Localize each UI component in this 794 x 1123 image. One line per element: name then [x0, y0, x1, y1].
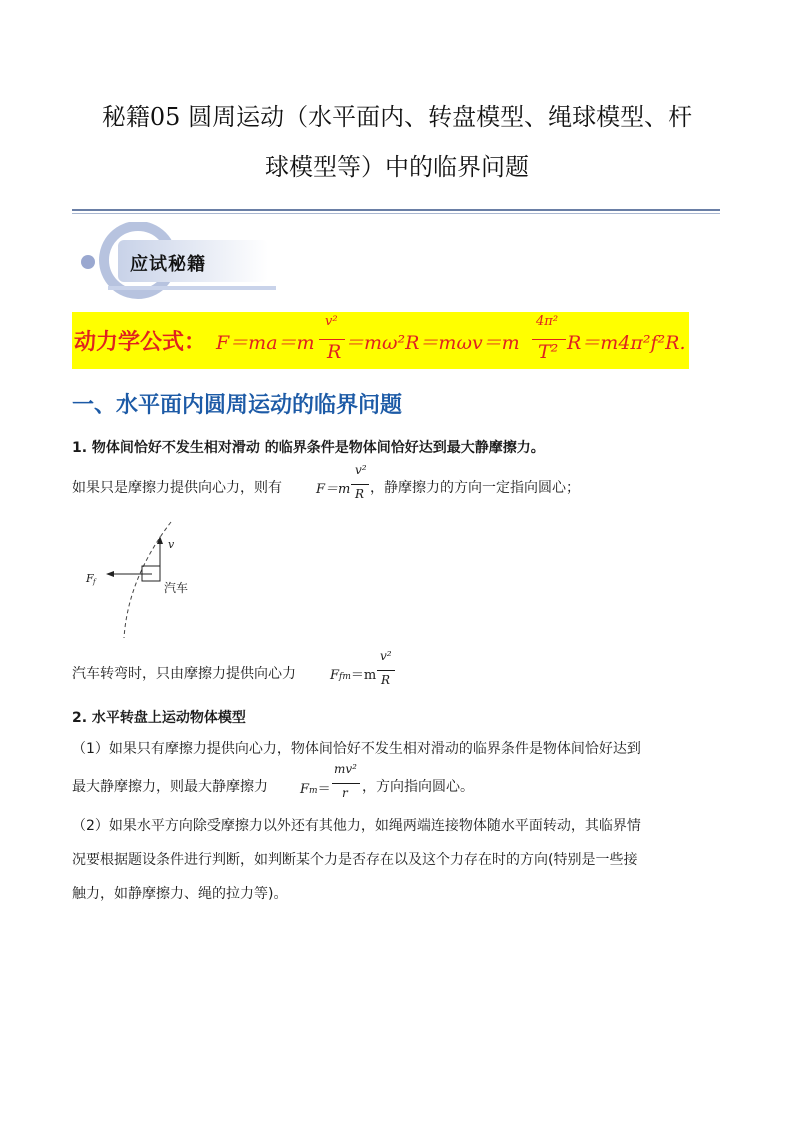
- item2-p2-line3: 触力，如静摩擦力、绳的拉力等)。: [72, 886, 288, 902]
- title-divider-thin: [72, 213, 720, 214]
- item2-p1-line2a: 最大静摩擦力，则最大静摩擦力: [72, 779, 268, 795]
- item2-p1-line1: （1）如果只有摩擦力提供向心力，物体间恰好不发生相对滑动的临界条件是物体间恰好达到: [72, 741, 641, 757]
- car-formula-num: v²: [380, 649, 392, 663]
- page-title: [60, 92, 734, 192]
- car-text: 汽车转弯时，只由摩擦力提供向心力: [72, 666, 296, 682]
- formula-frac1-bar: [319, 339, 345, 340]
- friction-sub-label: f: [93, 578, 96, 586]
- section-heading: 一、水平面内圆周运动的临界问题: [72, 393, 403, 418]
- item2-p2-line2: 况要根据题设条件进行判断，如判断某个力是否存在以及这个力存在时的方向(特别是一些接: [72, 852, 638, 868]
- friction-label: F: [86, 572, 94, 585]
- item2-p1-line2b: ，方向指向圆心。: [362, 779, 474, 795]
- formula-part-3: R＝m4π²f²R.: [567, 332, 686, 354]
- formula-frac1-num: v²: [325, 314, 338, 329]
- item2-formula-num: mv²: [334, 762, 357, 776]
- formula-part-1: F＝ma＝m: [216, 332, 315, 354]
- item2-p2-line1: （2）如果水平方向除受摩擦力以外还有其他力，如绳两端连接物体随水平面转动，其临界情: [72, 818, 641, 834]
- badge-label: 应试秘籍: [130, 254, 206, 275]
- item2-formula-lhs: Fm＝: [300, 782, 331, 797]
- curved-path-line: [124, 522, 171, 638]
- friction-arrowhead-icon: [106, 571, 114, 577]
- formula-frac2-bar: [532, 339, 566, 340]
- item1-formula-lhs: F＝m: [316, 482, 351, 497]
- item1-formula-den: R: [355, 487, 365, 501]
- title-line-1: 秘籍05 圆周运动（水平面内、转盘模型、绳球模型、杆: [101, 103, 693, 131]
- item2-formula-bar: [332, 783, 360, 784]
- item1-formula-num: v²: [355, 463, 367, 477]
- velocity-label: v: [168, 538, 175, 551]
- item1-text-b: ，静摩擦力的方向一定指向圆心；: [370, 480, 580, 496]
- title-line-2: 球模型等）中的临界问题: [265, 153, 529, 181]
- car-formula-den: R: [381, 673, 391, 687]
- item2-formula-den: r: [342, 786, 348, 800]
- badge-dot-icon: [81, 255, 95, 269]
- item2-title: 2. 水平转盘上运动物体模型: [72, 710, 246, 726]
- car-formula-lhs: Ffm＝m: [330, 668, 377, 683]
- title-divider: [72, 209, 720, 211]
- formula-label: 动力学公式：: [74, 330, 207, 355]
- formula-frac2-den: T²: [538, 341, 559, 363]
- formula-frac2-num: 4π²: [536, 314, 559, 329]
- formula-frac1-den: R: [327, 341, 342, 363]
- item1-formula-bar: [351, 484, 369, 485]
- car-label: 汽车: [164, 581, 189, 595]
- car-turning-diagram: [76, 520, 256, 640]
- formula-part-2: ＝mω²R＝mωv＝m: [345, 332, 520, 354]
- car-formula-bar: [377, 670, 395, 671]
- item1-title: 1. 物体间恰好不发生相对滑动 的临界条件是物体间恰好达到最大静摩擦力。: [72, 440, 545, 456]
- item1-text-a: 如果只是摩擦力提供向心力，则有: [72, 480, 282, 496]
